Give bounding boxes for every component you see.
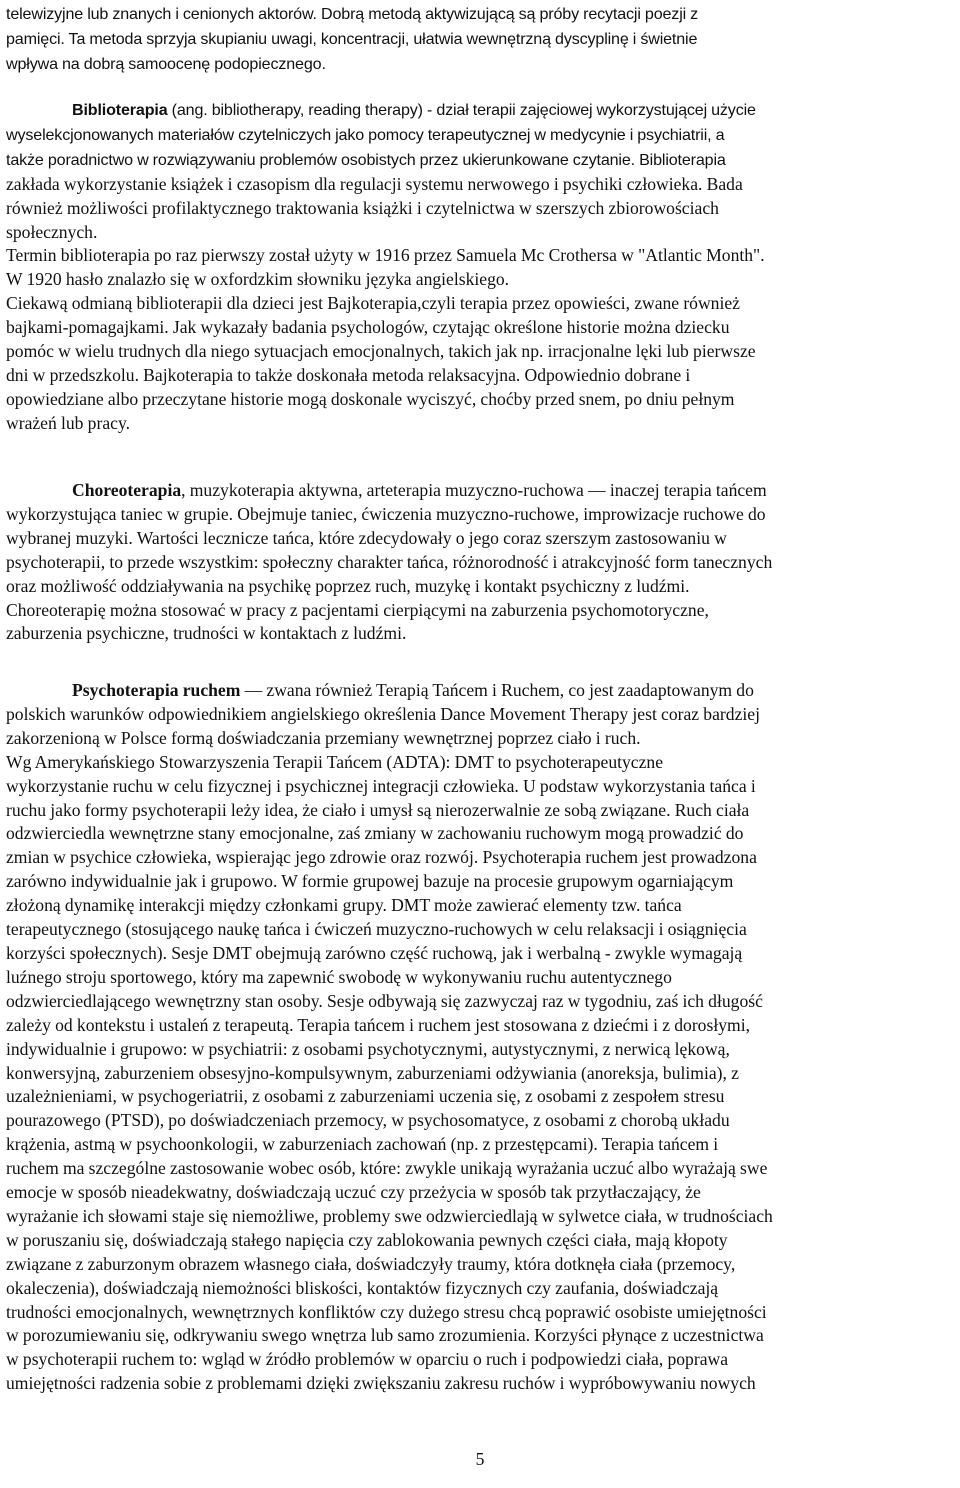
text-line: emocje w sposób nieadekwatny, doświadczają uczuć czy przeżycia w sposób tak przytłaczający, że xyxy=(6,1182,701,1203)
text-line: społecznych. xyxy=(6,221,98,242)
text-line: korzyści społecznych). Sesje DMT obejmują zarówno część ruchową, jak i werbalną - zwykle wymagają xyxy=(6,942,743,963)
paragraph-biblioterapia xyxy=(6,98,956,436)
text-line: zakorzenioną w Polsce formą doświadczania przemiany wewnętrznej poprzez ciało i ruch. xyxy=(6,727,641,748)
text-line: okaleczenia), doświadczają niemożności bliskości, kontaktów fizycznych czy zaufania, doświadczają xyxy=(6,1277,719,1298)
text-line: trudności emocjonalnych, wewnętrznych konfliktów czy dużego stresu chcą poprawić osobiste umiejętności xyxy=(6,1301,767,1322)
text-line: (ang. bibliotherapy, reading therapy) - dział terapii zajęciowej wykorzystującej użycie xyxy=(167,101,756,119)
text-line: polskich warunków odpowiednikiem angielskiego określenia Dance Movement Therapy jest coraz bardziej xyxy=(6,703,760,724)
text-line: wyselekcjonowanych materiałów czytelniczych jako pomocy terapeutycznej w medycynie i psychiatrii, a xyxy=(6,125,725,144)
text-line: bajkami-pomagajkami. Jak wykazały badania psychologów, czytając określone historie można dziecku xyxy=(6,317,730,338)
text-line: wykorzystanie ruchu w celu fizycznej i psychicznej integracji człowieka. U podstaw wykorzystania tańca i xyxy=(6,775,756,796)
text-line: uzależnieniami, w psychogeriatrii, z osobami z zaburzeniami uczenia się, z osobami z zespołem stresu xyxy=(6,1086,725,1107)
text-line: w poruszaniu się, doświadczają stałego napięcia czy zablokowania pewnych części ciała, mają kłopoty xyxy=(6,1229,728,1250)
text-line: telewizyjne lub znanych i cenionych aktorów. Dobrą metodą aktywizującą są próby recytacji poezji z xyxy=(6,5,699,23)
text-line: także poradnictwo w rozwiązywaniu problemów osobistych przez ukierunkowane czytanie. xyxy=(6,150,635,169)
text-line: umiejętności radzenia sobie z problemami dzięki zwiększaniu zakresu ruchów i wypróbowywaniu nowych xyxy=(6,1373,756,1394)
text-line: Ciekawą odmianą biblioterapii dla dzieci jest Bajkoterapia,czyli terapia przez opowieści, zwane również xyxy=(6,293,740,314)
text-line: zakłada wykorzystanie książek i czasopism dla regulacji systemu nerwowego i psychiki człowieka. Bada xyxy=(6,173,743,194)
text-line: zarówno indywidualnie jak i grupowo. W formie grupowej bazuje na procesie grupowym ogarniającym xyxy=(6,871,734,892)
text-line: zaburzenia psychiczne, trudności w kontaktach z ludźmi. xyxy=(6,623,407,644)
text-line: ruchu jako formy psychoterapii leży idea, że ciało i umysł są nierozerwalnie ze sobą związane. Ruch ciała xyxy=(6,799,750,820)
text-line: opowiedziane albo przeczytane historie mogą doskonale wyciszyć, choćby przed snem, po dniu pełnym xyxy=(6,388,735,409)
text-line: , muzykoterapia aktywna, arteterapia muzyczno-ruchowa — inaczej terapia tańcem xyxy=(181,480,767,500)
text-line: w porozumiewaniu się, odkrywaniu swego wnętrza lub samo zrozumienia. Korzyści płynące z uczestnictwa xyxy=(6,1325,764,1346)
text-line: odzwierciedla wewnętrzne stany emocjonalne, zaś zmiany w zachowaniu ruchowym mogą prowadzić do xyxy=(6,823,744,844)
text-line: pourazowego (PTSD), po doświadczeniach przemocy, w psychosomatyce, z osobami z chorobą układu xyxy=(6,1110,730,1131)
text-line: Wg Amerykańskiego Stowarzyszenia Terapii Tańcem (ADTA): DMT to psychoterapeutyczne xyxy=(6,751,664,772)
text-line: zmian w psychice człowieka, wspierając jego zdrowie oraz rozwój. Psychoterapia ruchem jest prowadzona xyxy=(6,847,757,868)
text-line: ruchem ma szczególne zastosowanie wobec osób, które: zwykle unikają wyrażania uczuć albo wyrażają swe xyxy=(6,1158,768,1179)
text-line: psychoterapii, to przede wszystkim: społeczny charakter tańca, różnorodność i atrakcyjność form tanecznych xyxy=(6,551,773,572)
text-line: pomóc w wielu trudnych dla niego sytuacjach emocjonalnych, takich jak np. irracjonalne lęki lub pierwsze xyxy=(6,341,756,362)
text-line: wykorzystująca taniec w grupie. Obejmuje taniec, ćwiczenia muzyczno-ruchowe, improwizacje ruchowe do xyxy=(6,503,766,524)
text-line: związane z zaburzonym obrazem własnego ciała, doświadczyły traumy, która dotknęła ciała (przemocy, xyxy=(6,1253,736,1274)
text-line: indywidualnie i grupowo: w psychiatrii: z osobami psychotycznymi, autystycznymi, z nerwicą lękową, xyxy=(6,1038,730,1059)
page-number: 5 xyxy=(475,1449,485,1469)
text-line: krążenia, astmą w psychoonkologii, w zaburzeniach zachowań (np. z przestępcami). Terapia tańcem i xyxy=(6,1134,719,1155)
text-line: W 1920 hasło znalazło się w oxfordzkim słowniku języka angielskiego. xyxy=(6,269,510,290)
text-line: pamięci. Ta metoda sprzyja skupianiu uwagi, koncentracji, ułatwia wewnętrzną dyscyplinę i świetnie xyxy=(6,29,698,48)
section-heading-psychoterapia-ruchem: Psychoterapia ruchem xyxy=(72,680,241,700)
text-line: wybranej muzyki. Wartości lecznicze tańca, które zdecydowały o jego coraz szerszym zastosowaniu w xyxy=(6,527,727,548)
paragraph-choreoterapia xyxy=(6,479,956,646)
text-line: w psychoterapii ruchem to: wgląd w źródło problemów w oparciu o ruch i podpowiedzi ciała, poprawa xyxy=(6,1349,729,1370)
text-line: również możliwości profilaktycznego traktowania książki i czytelnictwa w szerszych zbiorowościach xyxy=(6,197,719,218)
text-line: wpływa na dobrą samoocenę podopiecznego. xyxy=(6,54,326,73)
paragraph-recitation xyxy=(6,2,956,77)
paragraph-psychoterapia-ruchem xyxy=(6,679,956,1396)
text-line: Termin biblioterapia po raz pierwszy został użyty w 1916 przez Samuela Mc Crothersa w "Atlantic Month". xyxy=(6,245,765,266)
text-line: oraz możliwość oddziaływania na psychikę poprzez ruch, muzykę i kontakt psychiczny z ludźmi. xyxy=(6,575,690,596)
text-line: wyrażanie ich słowami staje się niemożliwe, problemy swe odzwierciedlają w sylwetce ciała, w trudnościach xyxy=(6,1205,773,1226)
text-line: Choreoterapię można stosować w pracy z pacjentami cierpiącymi na zaburzenia psychomotoryczne, xyxy=(6,599,709,620)
section-heading-choreoterapia: Choreoterapia xyxy=(72,480,182,500)
text-line: luźnego stroju sportowego, który ma zapewnić swobodę w wykonywaniu ruchu autentycznego xyxy=(6,966,672,987)
text-line: zależy od kontekstu i ustaleń z terapeutą. Terapia tańcem i ruchem jest stosowana z dziećmi i z dorosłymi, xyxy=(6,1014,750,1035)
text-line: konwersyjną, zaburzeniem obsesyjno-kompulsywnym, zaburzeniami odżywiania (anoreksja, bulimia), z xyxy=(6,1062,739,1083)
text-line: Biblioterapia xyxy=(634,150,726,169)
text-line: wrażeń lub pracy. xyxy=(6,412,130,433)
text-line: — zwana również Terapią Tańcem i Ruchem, co jest zaadaptowanym do xyxy=(240,680,754,700)
text-line: odzwierciedlającego wewnętrzny stan osoby. Sesje odbywają się zazwyczaj raz w tygodniu, zaś ich długość xyxy=(6,990,763,1011)
text-line: terapeutycznego (stosującego naukę tańca i ćwiczeń muzyczno-ruchowych w celu relaksacji i osiągnięcia xyxy=(6,919,747,940)
section-heading-biblioterapia: Biblioterapia xyxy=(72,101,168,119)
text-line: dni w przedszkolu. Bajkoterapia to także doskonała metoda relaksacyjna. Odpowiednio dobrane i xyxy=(6,364,691,385)
text-line: złożoną dynamikę interakcji między członkami grupy. DMT może zawierać elementy tzw. tańca xyxy=(6,895,682,916)
